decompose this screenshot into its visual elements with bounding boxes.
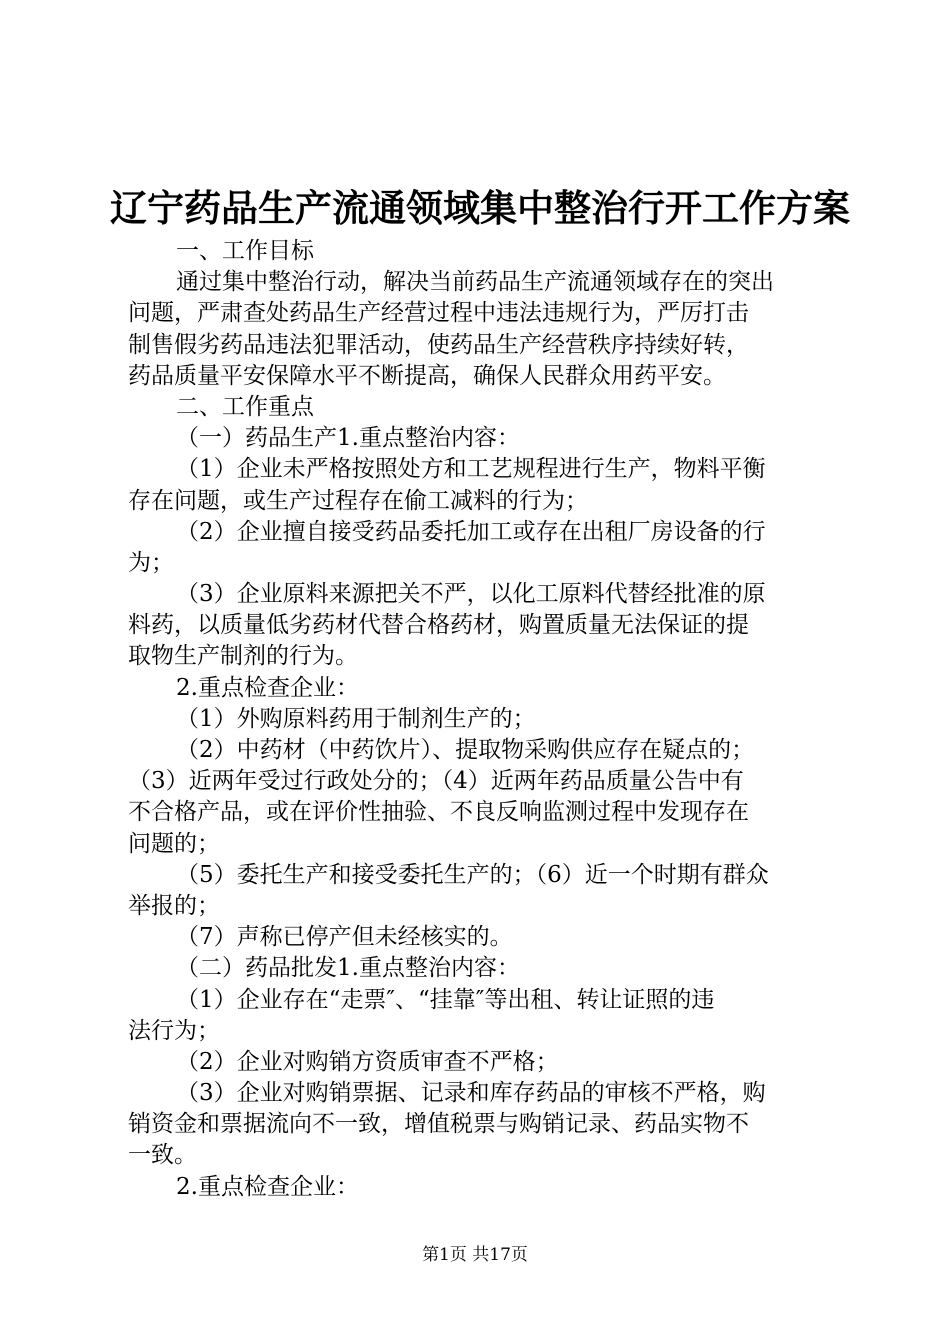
paragraph-line: 问题的；	[128, 830, 220, 857]
paragraph-line: 法行为；	[128, 1017, 220, 1044]
paragraph-line: 料药，以质量低劣药材代替合格药材，购置质量无法保证的提	[128, 612, 749, 639]
paragraph-line: 二、工作重点	[176, 393, 314, 420]
paragraph-line: 通过集中整治行动，解决当前药品生产流通领域存在的突出	[176, 269, 774, 296]
paragraph-line: （3）近两年受过行政处分的；（4）近两年药品质量公告中有	[128, 768, 744, 795]
paragraph-line: 存在问题，或生产过程存在偷工减料的行为；	[128, 487, 588, 514]
paragraph-line: 问题，严肃查处药品生产经营过程中违法违规行为，严厉打击	[128, 300, 749, 327]
paragraph-line: （1）企业未严格按照处方和工艺规程进行生产，物料平衡	[176, 456, 766, 483]
paragraph-line: （2）企业对购销方资质审查不严格；	[176, 1048, 559, 1075]
paragraph-line: （3）企业对购销票据、记录和库存药品的审核不严格，购	[176, 1080, 766, 1107]
paragraph-line: 2.重点检查企业：	[176, 1173, 359, 1200]
page-footer: 第1页 共17页	[422, 1245, 528, 1265]
paragraph-line: 为；	[128, 549, 174, 576]
paragraph-line: 取物生产制剂的行为。	[128, 643, 358, 670]
paragraph-line: 销资金和票据流向不一致，增值税票与购销记录、药品实物不	[128, 1111, 749, 1138]
paragraph-line: 2.重点检查企业：	[176, 674, 359, 701]
paragraph-line: 制售假劣药品违法犯罪活动，使药品生产经营秩序持续好转，	[128, 331, 749, 358]
document-body	[128, 236, 836, 1203]
paragraph-line: 不合格产品，或在评价性抽验、不良反响监测过程中发现存在	[128, 799, 749, 826]
paragraph-line: （2）企业擅自接受药品委托加工或存在出租厂房设备的行	[176, 518, 766, 545]
document-title: 辽宁药品生产流通领域集中整治行开工作方案	[110, 187, 850, 230]
paragraph-line: （二）药品批发1.重点整治内容：	[176, 955, 520, 982]
paragraph-line: （一）药品生产1.重点整治内容：	[176, 425, 520, 452]
paragraph-line: （1）企业存在“走票″、“挂靠″等出租、转让证照的违	[176, 986, 715, 1013]
paragraph-line: （3）企业原料来源把关不严，以化工原料代替经批准的原	[176, 581, 766, 608]
paragraph-line: 一致。	[128, 1142, 197, 1169]
paragraph-line: （7）声称已停产但未经核实的。	[176, 924, 513, 951]
paragraph-line: （2）中药材（中药饮片）、提取物采购供应存在疑点的；	[176, 737, 755, 763]
paragraph-line: 一、工作目标	[176, 238, 314, 264]
paragraph-line: 药品质量平安保障水平不断提高，确保人民群众用药平安。	[128, 362, 726, 389]
paragraph-line: 举报的；	[128, 892, 220, 919]
paragraph-line: （5）委托生产和接受委托生产的；（6）近一个时期有群众	[176, 861, 769, 888]
paragraph-line: （1）外购原料药用于制剂生产的；	[176, 705, 536, 732]
